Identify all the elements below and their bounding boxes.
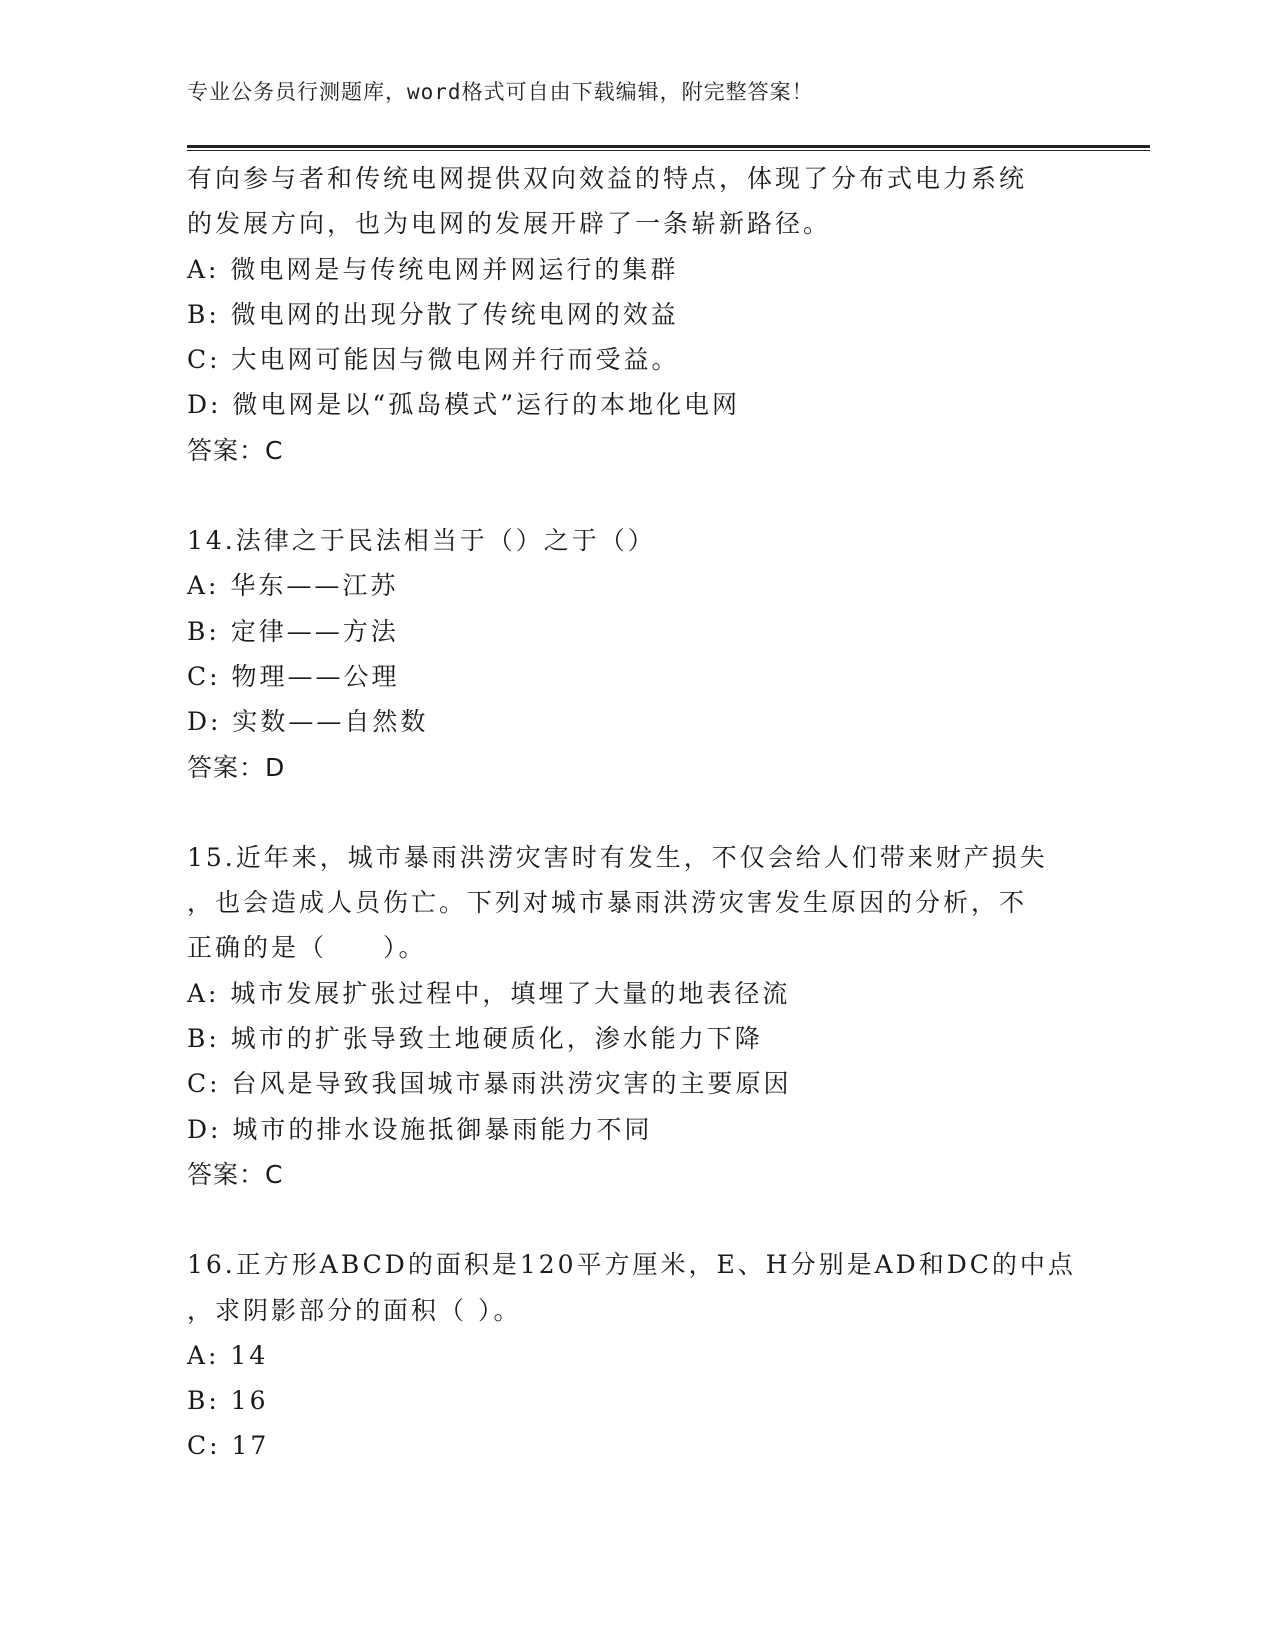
- option-c: C: 大电网可能因与微电网并行而受益。: [187, 345, 680, 375]
- option-a: A: 14: [187, 1340, 269, 1370]
- question-list: [187, 156, 1087, 1469]
- option-b: B: 16: [187, 1386, 269, 1416]
- option-d: D: 实数——自然数: [187, 707, 429, 737]
- page-header: 专业公务员行测题库，word格式可自由下载编辑，附完整答案！: [187, 80, 814, 104]
- option-b: B: 城市的扩张导致土地硬质化，渗水能力下降: [187, 1024, 763, 1054]
- question-stem-line: 15.近年来，城市暴雨洪涝灾害时有发生，不仅会给人们带来财产损失: [187, 842, 1048, 872]
- question-14: [187, 518, 1087, 790]
- question-13: [187, 156, 1087, 473]
- question-15: [187, 835, 1087, 1197]
- question-stem-line: 正确的是（ ）。: [187, 933, 427, 963]
- option-c: C: 物理——公理: [187, 661, 400, 691]
- spacer: [187, 790, 1087, 835]
- option-b: B: 微电网的出现分散了传统电网的效益: [187, 299, 679, 329]
- question-stem-line: 14.法律之于民法相当于（）之于（）: [187, 526, 656, 556]
- question-stem-line: ，也会造成人员伤亡。下列对城市暴雨洪涝灾害发生原因的分析，不: [187, 888, 1028, 918]
- option-b: B: 定律——方法: [187, 616, 399, 646]
- option-a: A: 华东——江苏: [187, 571, 399, 601]
- option-d: D: 城市的排水设施抵御暴雨能力不同: [187, 1114, 653, 1144]
- option-c: C: 台风是导致我国城市暴雨洪涝灾害的主要原因: [187, 1069, 792, 1099]
- header-rule-thick: [187, 145, 1150, 148]
- spacer: [187, 1197, 1087, 1242]
- header-rule-thin: [187, 150, 1150, 151]
- question-stem-line: 16.正方形ABCD的面积是120平方厘米，E、H分别是AD和DC的中点: [187, 1250, 1076, 1280]
- answer-line: 答案：C: [187, 1159, 284, 1189]
- option-d: D: 微电网是以“孤岛模式”运行的本地化电网: [187, 390, 740, 420]
- question-16: [187, 1242, 1087, 1468]
- question-stem-line: 的发展方向，也为电网的发展开辟了一条崭新路径。: [187, 209, 832, 239]
- option-a: A: 微电网是与传统电网并网运行的集群: [187, 254, 679, 284]
- answer-line: 答案：D: [187, 752, 286, 782]
- question-stem-line: ，求阴影部分的面积（ ）。: [187, 1295, 522, 1325]
- answer-line: 答案：C: [187, 435, 284, 465]
- spacer: [187, 473, 1087, 518]
- option-a: A: 城市发展扩张过程中，填埋了大量的地表径流: [187, 978, 791, 1008]
- question-stem-line: 有向参与者和传统电网提供双向效益的特点，体现了分布式电力系统: [187, 164, 1028, 193]
- option-c: C: 17: [187, 1431, 270, 1461]
